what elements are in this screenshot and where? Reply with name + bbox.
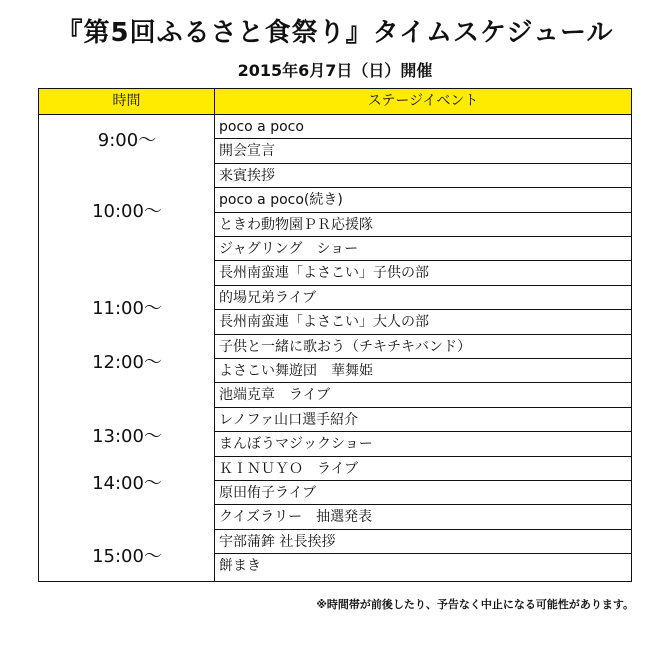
event-row: 的場兄弟ライブ [215,286,631,310]
event-row: 宇部蒲鉾 社長挨拶 [215,530,631,554]
event-row: 餅まき [219,558,261,575]
disclaimer-note: ※時間帯が前後したり、予告なく中止になる可能性があります。 [316,598,634,611]
page-title: 『第5回ふるさと食祭り』タイムスケジュール [56,18,614,48]
event-row: 長州南蛮連「よさこい」子供の部 [215,261,631,285]
event-date: 2015年6月7日（日）開催 [237,61,433,80]
event-row: 原田侑子ライブ [215,481,631,505]
event-row: クイズラリー 抽選発表 [215,505,631,529]
event-row: ときわ動物園ＰＲ応援隊 [215,213,631,237]
time-slot: 11:00〜 [92,298,162,319]
time-slot: 13:00〜 [92,426,162,447]
event-row: ＫＩＮＵＹＯ ライブ [215,457,631,481]
event-row: よさこい舞遊団 華舞姫 [215,359,631,383]
event-row: poco a poco(続き) [215,188,631,212]
header-event: ステージイベント [367,93,479,109]
event-row: ジャグリング ショー [215,237,631,261]
time-slot: 14:00〜 [92,473,162,494]
event-row: 開会宣言 [215,139,631,163]
event-row: 長州南蛮連「よさこい」大人の部 [215,310,631,334]
time-column [39,115,215,581]
time-slot: 9:00〜 [97,130,157,151]
time-slot: 12:00〜 [92,352,162,373]
event-row: レノファ山口選手紹介 [215,408,631,432]
event-column [215,115,631,581]
event-row: まんぼうマジックショー [215,432,631,456]
event-row: 子供と一緒に歌おう（チキチキバンド） [215,335,631,359]
schedule-table [38,88,632,582]
header-time: 時間 [39,89,215,114]
table-header [39,89,631,115]
time-slot: 10:00〜 [92,201,162,222]
event-row: poco a poco [215,115,631,139]
event-row: 来賓挨拶 [215,164,631,188]
time-slot: 15:00〜 [92,546,162,567]
event-row: 池端克章 ライブ [215,383,631,407]
